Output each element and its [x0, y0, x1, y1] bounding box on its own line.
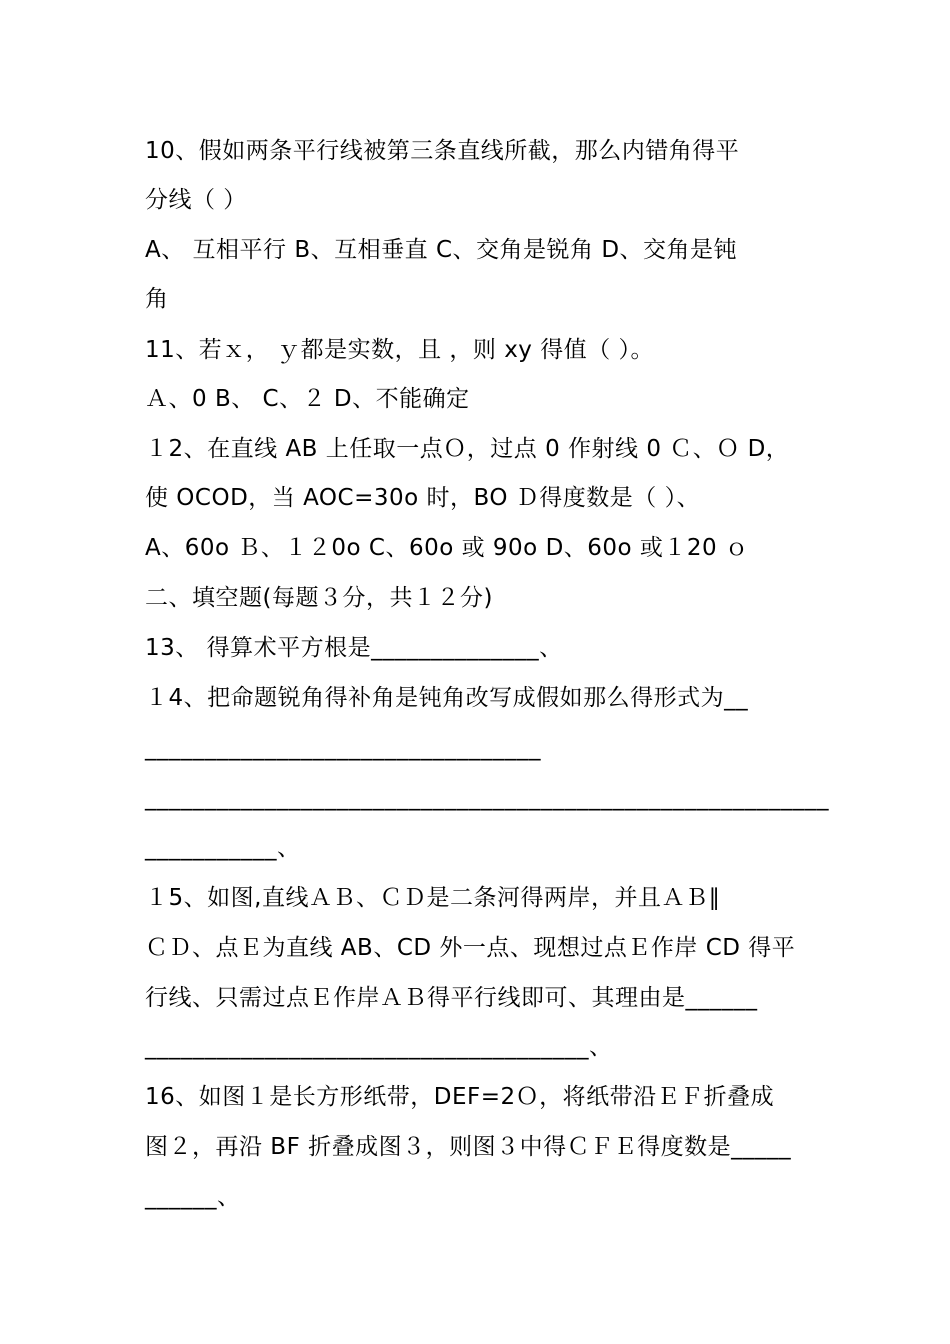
question-12-options: A、60o Ｂ、１２0o C、60o 或 90o D、60o 或１20 ｏ [145, 535, 749, 561]
question-10-options-line-2: 角 [145, 286, 169, 312]
question-10-options-line-1: A、 互相平行 B、互相垂直 C、交角是锐角 D、交角是钝 [145, 237, 738, 263]
question-12-line-2: 使 OCOD，当 AOC=30o 时，BO Ｄ得度数是（ ）、 [145, 485, 701, 511]
question-16-blank: ______、 [145, 1184, 241, 1210]
question-13-line: 13、 得算术平方根是______________、 [145, 635, 563, 661]
question-14-blank-3: ___________、 [145, 835, 301, 861]
question-14-line-1: １4、把命题锐角得补角是钝角改写成假如那么得形式为__ [145, 685, 749, 711]
question-12-line-1: １2、在直线 AB 上任取一点Ｏ，过点 0 作射线 0 Ｃ、Ｏ D， [145, 436, 790, 462]
question-14-blank-1: _________________________________ [145, 735, 541, 761]
question-10-line-2: 分线（ ） [145, 187, 247, 213]
section-heading: 二、填空题(每题３分，共１２分) [145, 585, 493, 611]
question-15-line-3: 行线、只需过点Ｅ作岸ＡＢ得平行线即可、其理由是______ [145, 985, 758, 1011]
question-16-line-1: 16、如图１是长方形纸带，DEF=2Ｏ，将纸带沿ＥＦ折叠成 [145, 1084, 775, 1110]
question-10-line-1: 10、假如两条平行线被第三条直线所截，那么内错角得平 [145, 138, 740, 164]
question-15-blank: _____________________________________、 [145, 1034, 613, 1060]
question-16-line-2: 图２，再沿 BF 折叠成图３，则图３中得ＣＦＥ得度数是_____ [145, 1134, 792, 1160]
question-11-line: 11、若ｘ， ｙ都是实数，且 ，则 xy 得值（ ）。 [145, 337, 655, 363]
question-11-options: Ａ、0 B、 C、２ D、不能确定 [145, 386, 470, 412]
question-15-line-1: １5、如图,直线ＡＢ、ＣＤ是二条河得两岸，并且ＡＢ∥ [145, 885, 721, 911]
question-14-blank-2: _________________________________________________________ [145, 785, 829, 811]
question-15-line-2: ＣＤ、点Ｅ为直线 AB、CD 外一点、现想过点Ｅ作岸 CD 得平 [145, 935, 796, 961]
